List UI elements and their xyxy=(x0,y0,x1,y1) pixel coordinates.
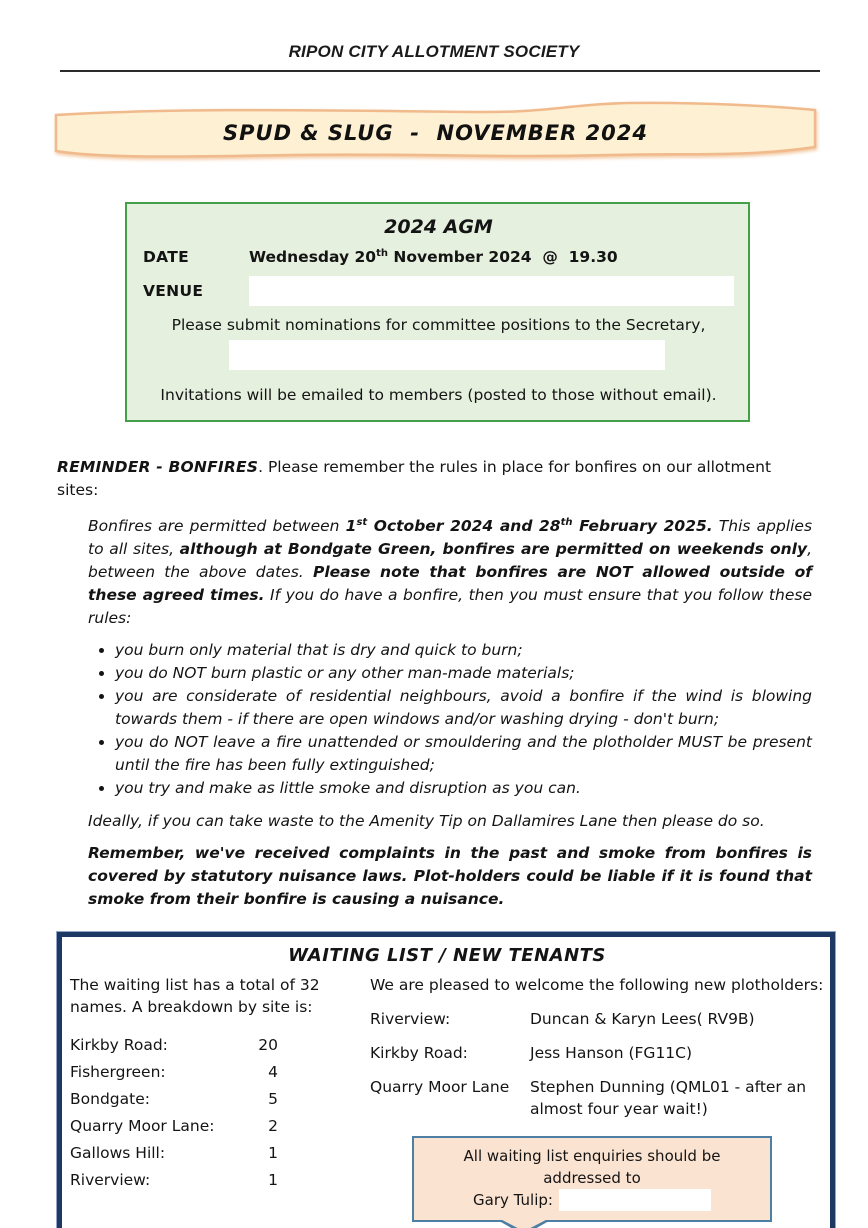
bonfires-heading xyxy=(57,456,812,502)
table-row xyxy=(70,1113,362,1140)
agm-nominations-text: Please submit nominations for committee positions to the Secretary, xyxy=(171,316,706,335)
redacted-contact-block xyxy=(559,1189,711,1211)
bonfire-rule-item: • you burn only material that is dry and quick to burn; xyxy=(115,639,812,662)
enquiries-line1: All waiting list enquiries should be addressed to xyxy=(463,1147,721,1188)
site-name: Quarry Moor Lane: xyxy=(70,1117,215,1136)
intro-seg: 1 xyxy=(345,517,357,536)
bonfires-heading-rest: . Please remember the rules in place for bonfires on our allotment sites: xyxy=(57,458,772,500)
enquiries-contact-label: Gary Tulip: xyxy=(473,1191,553,1210)
site-name: Bondgate: xyxy=(70,1090,150,1109)
site-count: 20 xyxy=(258,1036,278,1055)
tenant-name: Stephen Dunning (QML01 - after an almost four year wait!) xyxy=(530,1078,807,1119)
tenant-name: Jess Hanson (FG11C) xyxy=(530,1044,693,1063)
table-row xyxy=(370,1008,824,1030)
bonfires-section xyxy=(57,456,812,911)
waiting-list-site-table xyxy=(70,1032,362,1194)
newsletter-title: SPUD & SLUG - NOVEMBER 2024 xyxy=(223,121,648,145)
site-name: Riverview: xyxy=(70,1171,151,1190)
bonfire-rule-item: • you try and make as little smoke and disruption as you can. xyxy=(115,777,812,800)
intro-seg: , between the above dates. xyxy=(88,540,812,582)
intro-bold-not-allowed: Please note that bonfires are NOT allowed outside of these agreed times. xyxy=(88,563,812,605)
intro-seg: If you do have a bonfire, then you must ensure that you follow these rules: xyxy=(88,586,812,628)
agm-invitations-text: Invitations will be emailed to members (posted to those without email). xyxy=(160,386,717,405)
table-row xyxy=(70,1059,362,1086)
agm-date-pre: Wednesday 20 xyxy=(249,248,377,267)
enquiries-line2 xyxy=(424,1189,760,1211)
bonfires-intro-paragraph xyxy=(88,511,812,630)
tenant-site: Quarry Moor Lane xyxy=(370,1078,510,1097)
tenant-name: Duncan & Karyn Lees( RV9B) xyxy=(530,1010,755,1029)
agm-date-row xyxy=(143,248,734,266)
intro-seg: February 2025. xyxy=(572,517,713,536)
site-count: 1 xyxy=(268,1171,278,1190)
agm-venue-row xyxy=(143,276,734,306)
enquiries-callout xyxy=(412,1136,772,1222)
waiting-list-columns xyxy=(70,974,824,1228)
agm-date-label: DATE xyxy=(143,248,190,267)
waiting-list-intro: The waiting list has a total of 32 names. A breakdown by site is: xyxy=(70,976,320,1017)
site-count: 1 xyxy=(268,1144,278,1163)
society-title: RIPON CITY ALLOTMENT SOCIETY xyxy=(288,42,580,61)
bonfires-amenity-tip-text: Ideally, if you can take waste to the Amenity Tip on Dallamires Lane then please do so. xyxy=(88,812,765,831)
site-count: 2 xyxy=(268,1117,278,1136)
bonfire-rule-item: • you are considerate of residential neighbours, avoid a bonfire if the wind is blowing towards them - if there are open windows and/or washing drying - don't burn; xyxy=(115,685,812,731)
table-row xyxy=(70,1140,362,1167)
agm-date-ordinal: th xyxy=(376,248,388,259)
table-row xyxy=(370,1042,824,1064)
table-row xyxy=(70,1032,362,1059)
tenant-site: Riverview: xyxy=(370,1010,451,1029)
waiting-list-title: WAITING LIST / NEW TENANTS xyxy=(288,945,606,967)
bonfires-heading-bold: REMINDER - BONFIRES xyxy=(57,458,259,477)
waiting-list-right-column xyxy=(362,974,824,1228)
agm-date-value xyxy=(249,248,618,266)
intro-seg: October 2024 and 28 xyxy=(367,517,561,536)
intro-seg: Bonfires are permitted between xyxy=(88,517,346,536)
intro-ordinal: st xyxy=(356,517,368,529)
intro-bold-dates xyxy=(346,517,713,535)
site-count: 5 xyxy=(268,1090,278,1109)
waiting-list-box xyxy=(57,932,835,1228)
bonfire-rule-item: • you do NOT burn plastic or any other man-made materials; xyxy=(115,662,812,685)
site-name: Fishergreen: xyxy=(70,1063,166,1082)
agm-venue-label: VENUE xyxy=(143,282,204,301)
agm-box xyxy=(125,202,750,422)
site-name: Kirkby Road: xyxy=(70,1036,168,1055)
redacted-venue-block xyxy=(249,276,734,306)
table-row xyxy=(370,1076,824,1120)
site-count: 4 xyxy=(268,1063,278,1082)
table-row xyxy=(70,1086,362,1113)
new-plotholders-intro: We are pleased to welcome the following new plotholders: xyxy=(370,976,824,995)
tenant-site: Kirkby Road: xyxy=(370,1044,468,1063)
newsletter-banner xyxy=(50,98,821,168)
agm-title: 2024 AGM xyxy=(384,216,493,238)
bonfires-nuisance-warning: Remember, we've received complaints in the past and smoke from bonfires is covered by statutory nuisance laws. Plot-holders could be liable if it is found that smoke from their bonfire is causing a nuisance. xyxy=(88,844,812,909)
agm-date-post: November 2024 @ 19.30 xyxy=(387,248,618,267)
bonfire-rule-item: • you do NOT leave a fire unattended or smouldering and the plotholder MUST be present until the fire has been fully extinguished; xyxy=(115,731,812,777)
redacted-secretary-contact-block xyxy=(229,340,665,370)
header-divider xyxy=(60,70,820,72)
waiting-list-left-column xyxy=(70,974,362,1228)
table-row xyxy=(70,1167,362,1194)
intro-ordinal: th xyxy=(560,517,573,529)
bonfire-rules-list xyxy=(57,639,812,800)
intro-bold-bondgate: although at Bondgate Green, bonfires are permitted on weekends only xyxy=(179,540,808,559)
site-name: Gallows Hill: xyxy=(70,1144,166,1163)
intro-seg: This applies to all sites, xyxy=(88,517,813,559)
